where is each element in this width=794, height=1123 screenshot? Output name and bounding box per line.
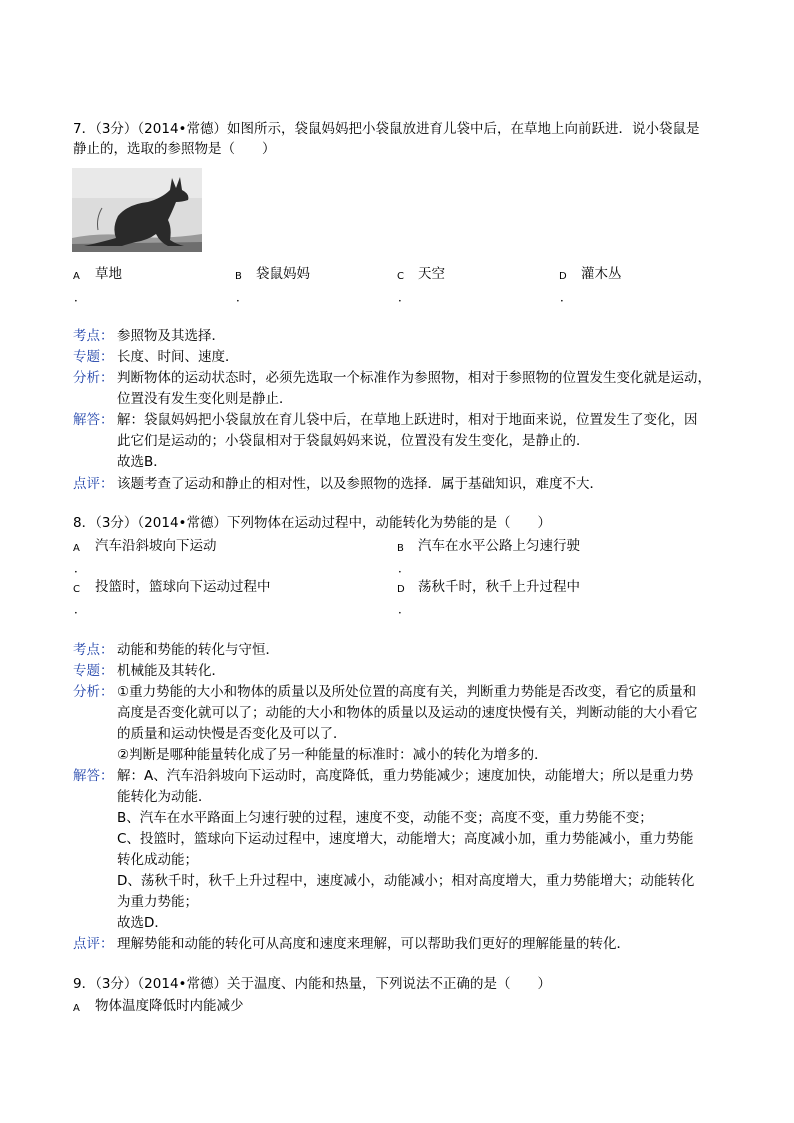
q7-kaodian-text: 参照物及其选择． — [117, 328, 225, 344]
q8-jieda-line8: 故选D． — [117, 915, 168, 931]
q8-jieda-line1: 解：A、汽车沿斜坡向下运动时，高度降低，重力势能减少；速度加快，动能增大；所以是重力势 — [117, 768, 694, 784]
q8-jieda-line5: 转化成动能； — [117, 852, 198, 868]
q7-jieda-line1: 解：袋鼠妈妈把小袋鼠放在育儿袋中后，在草地上跃进时，相对于地面来说，位置发生了变化，因 — [117, 412, 698, 428]
q7-option-d-dot: ． — [560, 290, 573, 304]
q7-dianping-text: 该题考查了运动和静止的相对性，以及参照物的选择．属于基础知识，难度不大． — [117, 476, 603, 492]
q8-dianping-text: 理解势能和动能的转化可从高度和速度来理解，可以帮助我们更好的理解能量的转化． — [117, 936, 630, 952]
q7-stem-line1: 7．（3分）（2014•常德）如图所示，袋鼠妈妈把小袋鼠放进育儿袋中后，在草地上向前跃进．说小袋鼠是 — [73, 121, 700, 137]
q8-stem-line1: 8．（3分）（2014•常德）下列物体在运动过程中，动能转化为势能的是（ ） — [73, 515, 551, 531]
q7-option-b-text: 袋鼠妈妈 — [256, 266, 310, 282]
q9-stem-line1: 9．（3分）（2014•常德）关于温度、内能和热量，下列说法不正确的是（ ） — [73, 976, 551, 992]
q8-jieda-line4: C、投篮时，篮球向下运动过程中，速度增大，动能增大；高度减小加，重力势能减小，重力势能 — [117, 831, 694, 847]
q7-dianping-label: 点评： — [73, 476, 114, 492]
q9-option-a-text: 物体温度降低时内能减少 — [95, 998, 244, 1014]
q7-fenxi-line1: 判断物体的运动状态时，必须先选取一个标准作为参照物，相对于参照物的位置发生变化就是运动， — [117, 370, 711, 386]
q8-option-c-letter: C — [73, 584, 80, 595]
q8-fenxi-label: 分析： — [73, 684, 114, 700]
q8-option-d-text: 荡秋千时，秋千上升过程中 — [418, 579, 580, 595]
q8-option-b-letter: B — [397, 543, 404, 554]
q8-option-b-text: 汽车在水平公路上匀速行驶 — [418, 538, 580, 554]
q8-zhuanti-label: 专题： — [73, 663, 114, 679]
q7-zhuanti-label: 专题： — [73, 349, 114, 365]
q8-option-a-text: 汽车沿斜坡向下运动 — [95, 538, 217, 554]
q9-option-a-letter: A — [73, 1003, 80, 1014]
q8-kaodian-text: 动能和势能的转化与守恒． — [117, 642, 279, 658]
q8-jieda-label: 解答： — [73, 768, 114, 784]
q8-dianping-label: 点评： — [73, 936, 114, 952]
q7-fenxi-line2: 位置没有发生变化则是静止． — [117, 391, 293, 407]
q7-zhuanti-text: 长度、时间、速度． — [117, 349, 239, 365]
q7-jieda-line3: 故选B． — [117, 454, 167, 470]
q8-option-a-dot: ． — [74, 561, 87, 575]
q8-jieda-line7: 为重力势能； — [117, 894, 198, 910]
q7-kaodian-label: 考点： — [73, 328, 114, 344]
q8-jieda-line2: 能转化为动能． — [117, 789, 212, 805]
q8-option-a-letter: A — [73, 543, 80, 554]
q7-fenxi-label: 分析： — [73, 370, 114, 386]
q7-option-c-dot: ． — [398, 290, 411, 304]
q7-option-d-text: 灌木丛 — [581, 266, 622, 282]
q7-option-c-text: 天空 — [418, 266, 445, 282]
q7-jieda-line2: 此它们是运动的；小袋鼠相对于袋鼠妈妈来说，位置没有发生变化，是静止的． — [117, 433, 590, 449]
q8-fenxi-line2: 高度是否变化就可以了；动能的大小和物体的质量以及运动的速度快慢有关，判断动能的大小看它 — [117, 705, 698, 721]
q7-option-d-letter: D — [559, 271, 567, 282]
q8-fenxi-line1: ①重力势能的大小和物体的质量以及所处位置的高度有关，判断重力势能是否改变，看它的质量和 — [117, 684, 697, 700]
q8-jieda-line3: B、汽车在水平路面上匀速行驶的过程，速度不变，动能不变；高度不变，重力势能不变； — [117, 810, 653, 826]
kangaroo-image — [72, 168, 202, 252]
q8-option-d-letter: D — [397, 584, 405, 595]
q7-option-a-text: 草地 — [95, 266, 122, 282]
q8-zhuanti-text: 机械能及其转化． — [117, 663, 225, 679]
q7-option-b-letter: B — [235, 271, 242, 282]
q7-option-a-dot: ． — [74, 290, 87, 304]
q7-stem-line2: 静止的，选取的参照物是（ ） — [73, 141, 276, 157]
q8-option-c-text: 投篮时，篮球向下运动过程中 — [95, 579, 271, 595]
q7-jieda-label: 解答： — [73, 412, 114, 428]
q7-option-b-dot: ． — [236, 290, 249, 304]
q8-option-b-dot: ． — [398, 561, 411, 575]
q8-fenxi-line4: ②判断是哪种能量转化成了另一种能量的标准时：减小的转化为增多的． — [117, 747, 548, 763]
q8-fenxi-line3: 的质量和运动快慢是否变化及可以了． — [117, 726, 347, 742]
q7-option-c-letter: C — [397, 271, 404, 282]
q8-option-c-dot: ． — [74, 602, 87, 616]
kangaroo-photo — [72, 168, 202, 252]
q8-jieda-line6: D、荡秋千时，秋千上升过程中，速度减小，动能减小；相对高度增大，重力势能增大；动能转化 — [117, 873, 695, 889]
q8-option-d-dot: ． — [398, 602, 411, 616]
q7-option-a-letter: A — [73, 271, 80, 282]
q8-kaodian-label: 考点： — [73, 642, 114, 658]
